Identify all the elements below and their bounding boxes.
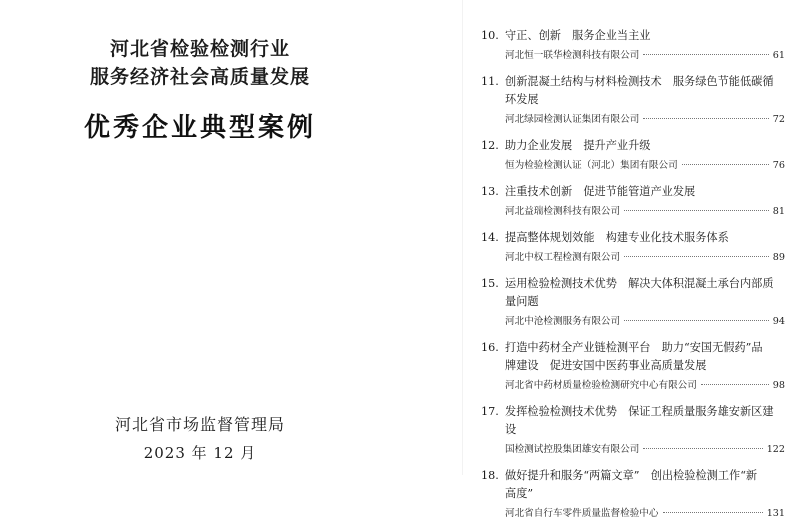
cover-date: 2023 年 12 月: [143, 444, 257, 462]
toc-entry-title-line: 运用检验检测技术优势 解决大体积混凝土承台内部质: [505, 277, 774, 290]
toc-entry[interactable]: [479, 229, 785, 265]
toc-entry-organization: 河北省中药材质量检验检测研究中心有限公司: [505, 380, 697, 391]
toc-leader-dots: [643, 118, 768, 119]
toc-entry-page-number: 98: [772, 380, 785, 391]
toc-entry-organization: 河北中沧检测服务有限公司: [505, 316, 621, 327]
toc-entry-page-number: 76: [772, 160, 785, 171]
toc-entry-page-number: 89: [772, 252, 785, 263]
toc-entry-number: 10.: [481, 29, 499, 42]
toc-entry[interactable]: [479, 137, 785, 173]
toc-leader-dots: [682, 164, 769, 165]
toc-entry[interactable]: [479, 467, 785, 521]
toc-entry-title-line: 创新混凝土结构与材料检测技术 服务绿色节能低碳循: [505, 75, 774, 88]
toc-entry[interactable]: [479, 183, 785, 219]
toc-entry-page-number: 81: [772, 206, 785, 217]
cover-title-line1: 河北省检验检测行业: [109, 38, 290, 60]
toc-entry-title-line: 牌建设 促进安国中医药事业高质量发展: [505, 359, 707, 372]
toc-entry-number: 18.: [481, 469, 499, 482]
toc-entry[interactable]: [479, 403, 785, 457]
toc-entry-title-line: 提高整体规划效能 构建专业化技术服务体系: [505, 231, 729, 244]
toc-entry-title: [479, 467, 785, 503]
cover-page: [0, 0, 400, 475]
toc-entry-page-number: 61: [772, 50, 785, 61]
toc-entry[interactable]: [479, 73, 785, 127]
toc-entry-organization: 河北绿园检测认证集团有限公司: [505, 114, 640, 125]
toc-entry-title: [479, 27, 785, 45]
toc-entry-organization: 河北益瑞检测科技有限公司: [505, 206, 621, 217]
toc-leader-dots: [624, 320, 769, 321]
toc-entry-title: [479, 229, 785, 247]
toc-leader-dots: [701, 384, 769, 385]
page-divider: [462, 0, 463, 475]
toc-entry-organization: 河北省自行车零件质量监督检验中心: [505, 508, 659, 519]
toc-entry-title: [479, 183, 785, 201]
toc-entry-page-number: 122: [766, 444, 785, 455]
toc-entry-title: [479, 73, 785, 109]
cover-publisher: 河北省市场监督管理局: [114, 415, 285, 434]
toc-entry-org-row: [479, 250, 785, 265]
toc-entry[interactable]: [479, 27, 785, 63]
toc-leader-dots: [624, 210, 769, 211]
toc-entry-page-number: 72: [772, 114, 785, 125]
toc-entry-title-line: 做好提升和服务“两篇文章” 创出检验检测工作“新: [505, 469, 758, 482]
toc-entry-number: 16.: [481, 341, 499, 354]
toc-entry-title-line: 高度”: [505, 487, 534, 500]
toc-entry-title-line: 注重技术创新 促进节能管道产业发展: [505, 185, 696, 198]
toc-entry[interactable]: [479, 339, 785, 393]
toc-leader-dots: [624, 256, 769, 257]
toc-entry-title: [479, 403, 785, 439]
toc-entry-org-row: [479, 112, 785, 127]
toc-entry-org-row: [479, 378, 785, 393]
toc-entry-org-row: [479, 204, 785, 219]
toc-entry-number: 11.: [481, 75, 499, 88]
toc-entry-title-line: 环发展: [505, 93, 539, 106]
toc-entry-number: 13.: [481, 185, 499, 198]
toc-entry-org-row: [479, 314, 785, 329]
toc-entry-org-row: [479, 158, 785, 173]
cover-title-line2: 服务经济社会高质量发展: [89, 66, 310, 88]
toc-entry-organization: 国检测试控股集团雄安有限公司: [505, 444, 640, 455]
toc-entry-title-line: 助力企业发展 提升产业升级: [505, 139, 651, 152]
toc-entry-number: 17.: [481, 405, 499, 418]
toc-entry[interactable]: [479, 275, 785, 329]
toc-entry-org-row: [479, 442, 785, 457]
toc-leader-dots: [643, 54, 768, 55]
toc-entry-number: 12.: [481, 139, 499, 152]
toc-entry-title: [479, 275, 785, 311]
toc-entry-organization: 河北恒一联华检测科技有限公司: [505, 50, 640, 61]
toc-entry-title-line: 守正、创新 服务企业当主业: [505, 29, 651, 42]
toc-entry-page-number: 131: [766, 508, 785, 519]
toc-leader-dots: [663, 512, 763, 513]
toc-entry-org-row: [479, 506, 785, 521]
toc-entry-page-number: 94: [772, 316, 785, 327]
toc-entry-title-line: 打造中药材全产业链检测平台 助力“安国无假药”品: [505, 341, 763, 354]
toc-entry-title-line: 量问题: [505, 295, 539, 308]
toc-entry-title: [479, 339, 785, 375]
toc-entry-organization: 恒为检验检测认证（河北）集团有限公司: [505, 160, 678, 171]
table-of-contents: [479, 27, 785, 521]
toc-leader-dots: [643, 448, 762, 449]
toc-entry-number: 14.: [481, 231, 499, 244]
toc-entry-title-line: 设: [505, 423, 517, 436]
toc-entry-title: [479, 137, 785, 155]
toc-entry-org-row: [479, 48, 785, 63]
cover-subtitle: 优秀企业典型案例: [83, 113, 316, 143]
toc-entry-number: 15.: [481, 277, 499, 290]
toc-entry-organization: 河北中权工程检测有限公司: [505, 252, 621, 263]
toc-entry-title-line: 发挥检验检测技术优势 保证工程质量服务雄安新区建: [505, 405, 774, 418]
